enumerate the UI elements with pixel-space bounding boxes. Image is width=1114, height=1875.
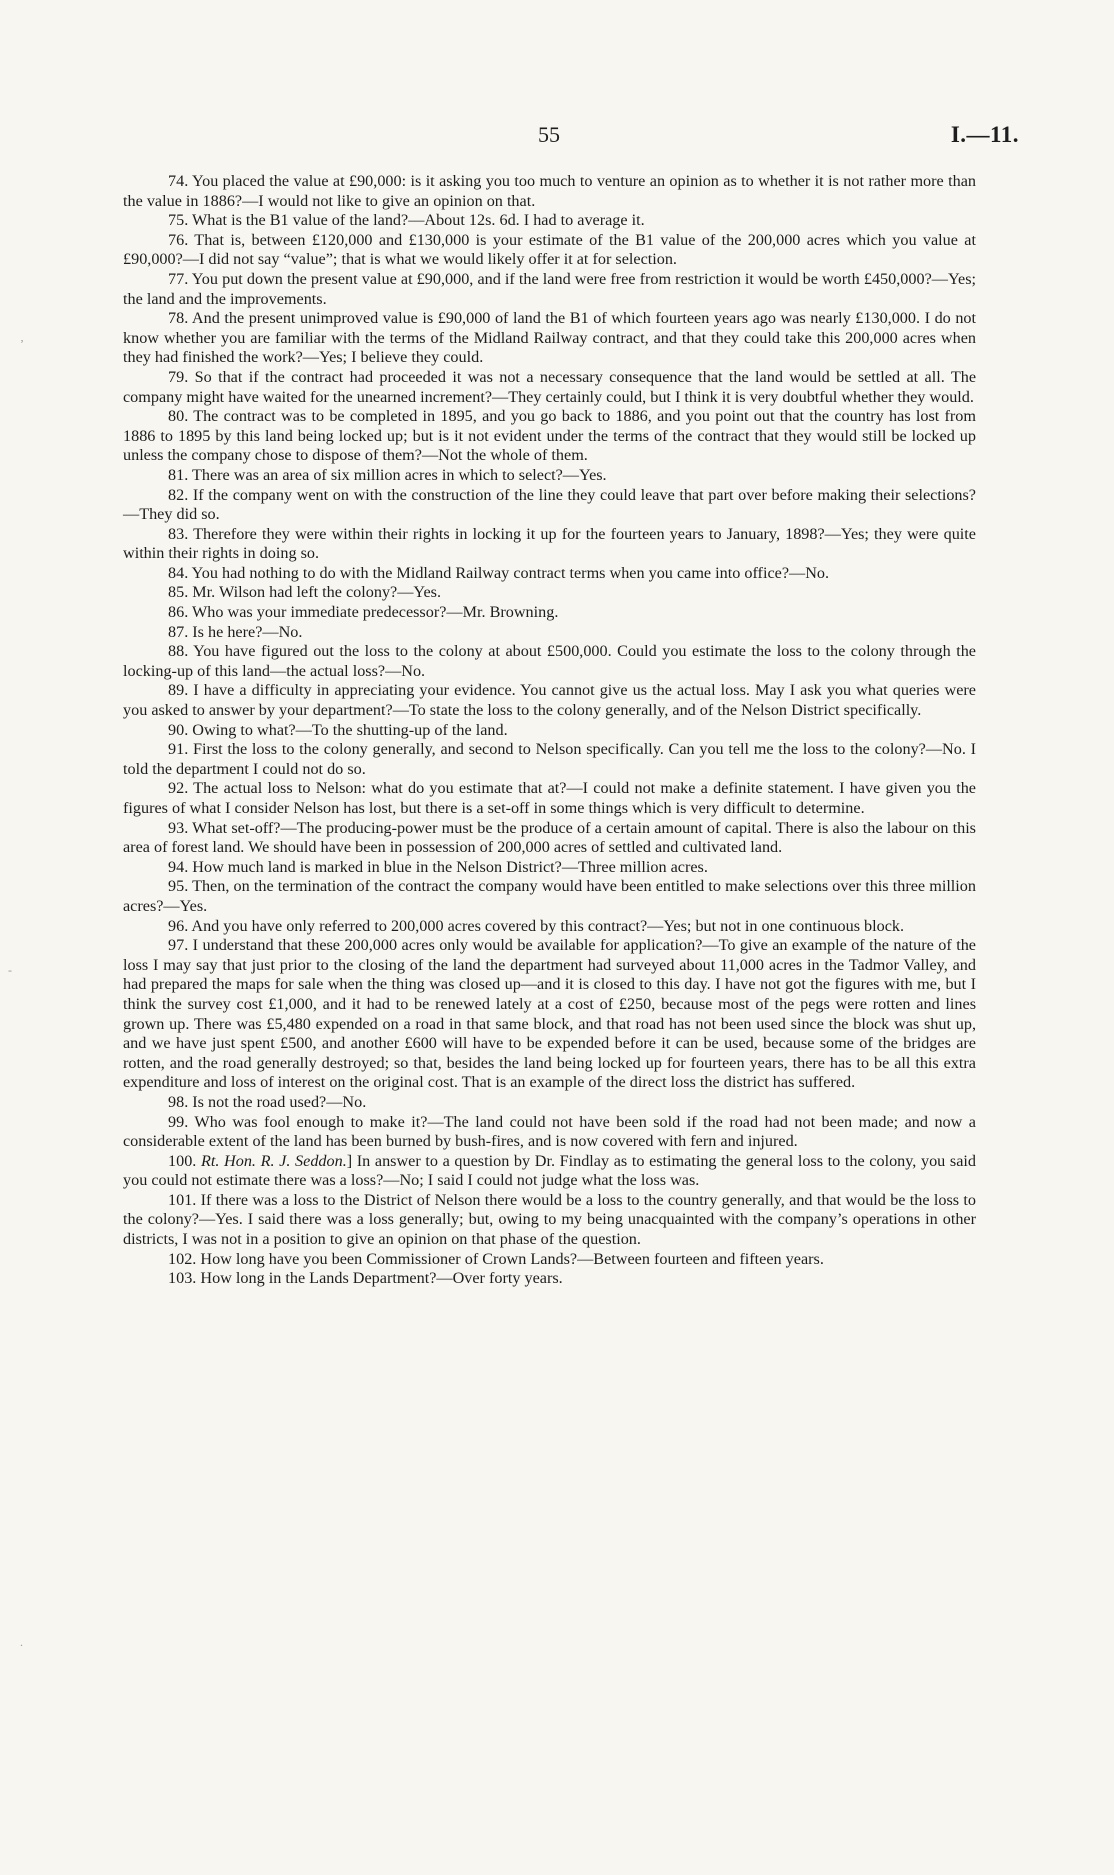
question-number: 100. (168, 1151, 201, 1170)
question-91: 91. First the loss to the colony generally, and second to Nelson specifically. Can you tell me the loss to the colony?—No. I told the department I could not do so. (123, 740, 976, 778)
question-text: ] In answer to a question by Dr. Findlay as to estimating the general loss to the colony, you said you could not estimate there was a loss?—No; I said I could not judge what the loss was. (123, 1151, 976, 1190)
question-78: 78. And the present unimproved value is £90,000 of land the B1 of which fourteen years ago was nearly £130,000. I do not know whether you are familiar with the terms of the Midland Railway contract, and that they could take this 200,000 acres when they had finished the work?—Yes; I believe they could. (123, 309, 976, 367)
question-103: 103. How long in the Lands Department?—Over forty years. (168, 1269, 563, 1288)
question-96: 96. And you have only referred to 200,000 acres covered by this contract?—Yes; but not in one continuous block. (168, 916, 905, 935)
question-93: 93. What set-off?—The producing-power must be the produce of a certain amount of capital. There is also the labour on this area of forest land. We should have been in possession of 200,000 acres of settled and cultivated land. (123, 818, 976, 857)
margin-mark: ‚ (20, 330, 24, 344)
question-95: 95. Then, on the termination of the contract the company would have been entitled to make selections over this three million acres?—Yes. (123, 877, 976, 915)
question-85: 85. Mr. Wilson had left the colony?—Yes. (168, 583, 442, 602)
question-86: 86. Who was your immediate predecessor?—Mr. Browning. (168, 603, 559, 622)
question-97: 97. I understand that these 200,000 acres only would be available for application?—To give an example of the nature of the loss I may say that just prior to the closing of the land the department had surveyed about 11,000 acres in the Tadmor Valley, and had prepared the maps for sale when the thing was closed up—and it is closed to this day. I have not got the figures with me, but I think the survey cost £1,000, and it had to be renewed lately at a cost of £250, because most of the pegs were rotten and lines grown up. There was £5,480 expended on a road in that same block, and that road has not been used since the block was shut up, and we have just spent £500, and another £600 will have to be expended before it can be used, because some of the bridges are rotten, and the road generally destroyed; so that, besides the land being locked up for fourteen years, there has to be all this extra expenditure and loss of interest on the original cost. That is an example of the direct loss the district has suffered. (123, 936, 976, 1092)
question-84: 84. You had nothing to do with the Midland Railway contract terms when you came into office?—No. (168, 563, 830, 582)
question-88: 88. You have figured out the loss to the colony at about £500,000. Could you estimate the loss to the colony through the locking-up of this land—the actual loss?—No. (123, 642, 976, 680)
transcript-body (123, 172, 976, 1289)
question-83: 83. Therefore they were within their rights in locking it up for the fourteen years to January, 1898?—Yes; they were quite within their rights in doing so. (123, 524, 976, 563)
document-reference: I.—11. (950, 122, 1019, 147)
margin-mark: . (20, 1635, 23, 1649)
question-92: 92. The actual loss to Nelson: what do you estimate that at?—I could not make a definite statement. I have given you the figures of what I consider Nelson has lost, but there is a set-off in some things which is very difficult to determine. (123, 779, 976, 817)
margin-mark: - (8, 963, 12, 977)
question-90: 90. Owing to what?—To the shutting-up of the land. (168, 720, 508, 739)
question-102: 102. How long have you been Commissioner of Crown Lands?—Between fourteen and fifteen years. (168, 1249, 824, 1268)
question-79: 79. So that if the contract had proceeded it was not a necessary consequence that the land would be settled at all. The company might have waited for the unearned increment?—They certainly could, but I think it is very doubtful whether they would. (123, 367, 976, 406)
question-99: 99. Who was fool enough to make it?—The land could not have been sold if the road had not been made; and now a considerable extent of the land has been burned by bush-fires, and is now covered with fern and injured. (123, 1112, 976, 1151)
question-75: 75. What is the B1 value of the land?—About 12s. 6d. I had to average it. (168, 211, 645, 230)
question-98: 98. Is not the road used?—No. (168, 1092, 367, 1111)
page-header (0, 122, 1114, 162)
question-74: 74. You placed the value at £90,000: is it asking you too much to venture an opinion as to whether it is not rather more than the value in 1886?—I would not like to give an opinion on that. (123, 172, 976, 210)
page-number: 55 (538, 122, 560, 147)
question-82: 82. If the company went on with the construction of the line they could leave that part over before making their selections?—They did so. (123, 485, 976, 524)
speaker-name: Rt. Hon. R. J. Seddon. (200, 1151, 347, 1170)
question-80: 80. The contract was to be completed in 1895, and you go back to 1886, and you point out that the country has lost from 1886 to 1895 by this land being locked up; but is it not evident under the terms of the contract that they would still be locked up unless the company chose to dispose of them?—Not the whole of them. (123, 407, 976, 465)
question-77: 77. You put down the present value at £90,000, and if the land were free from restriction it would be worth £450,000?—Yes; the land and the improvements. (123, 269, 976, 308)
question-76: 76. That is, between £120,000 and £130,000 is your estimate of the B1 value of the 200,000 acres which you value at £90,000?—I did not say “value”; that is what we would likely offer it at for selection. (123, 230, 976, 269)
question-100 (123, 1152, 976, 1191)
question-101: 101. If there was a loss to the District of Nelson there would be a loss to the country generally, and that would be the loss to the colony?—Yes. I said there was a loss generally; but, owing to my being unacquainted with the company’s operations in other districts, I was not in a position to give an opinion on that phase of the question. (123, 1190, 976, 1249)
question-89: 89. I have a difficulty in appreciating your evidence. You cannot give us the actual loss. May I ask you what queries were you asked to answer by your department?—To state the loss to the colony generally, and of the Nelson District specifically. (123, 681, 976, 720)
question-87: 87. Is he here?—No. (168, 622, 303, 641)
question-94: 94. How much land is marked in blue in the Nelson District?—Three million acres. (168, 857, 708, 876)
question-81: 81. There was an area of six million acres in which to select?—Yes. (168, 465, 607, 484)
